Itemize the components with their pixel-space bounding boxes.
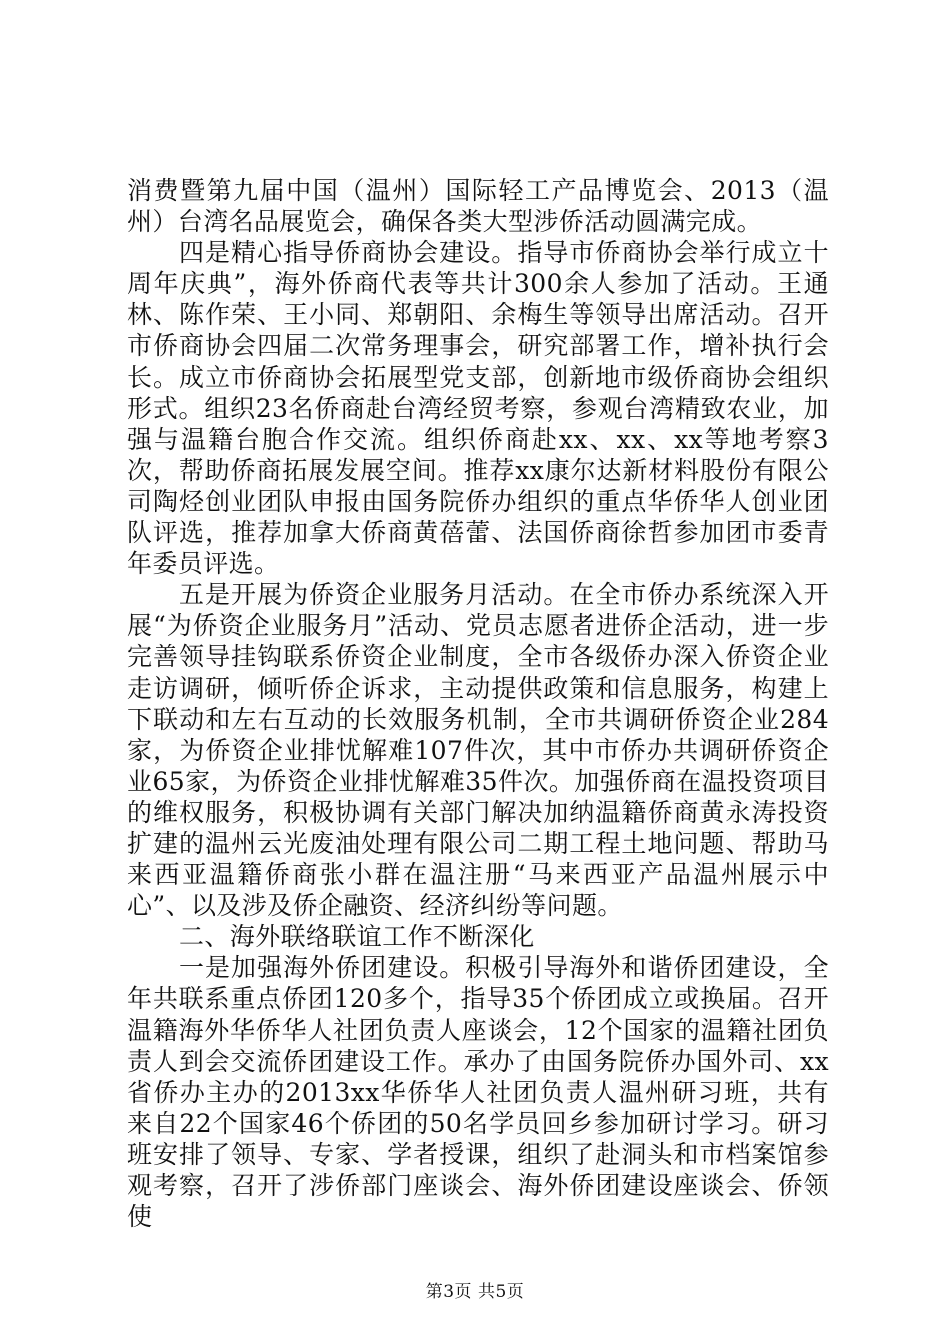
body-text: [127, 175, 829, 1232]
paragraph-overseas-chinese-business-association: 四是精心指导侨商协会建设。指导市侨商协会举行成立十周年庆典”，海外侨商代表等共计300余人参加了活动。王通林、陈作荣、王小同、郑朝阳、余梅生等领导出席活动。召开市侨商协会四届二次常务理事会，研究部署工作，增补执行会长。成立市侨商协会拓展型党支部，创新地市级侨商协会组织形式。组织23名侨商赴台湾经贸考察，参观台湾精致农业，加强与温籍台胞合作交流。组织侨商赴xx、xx、xx等地考察3次，帮助侨商拓展发展空间。推荐xx康尔达新材料股份有限公司陶烃创业团队申报由国务院侨办组织的重点华侨华人创业团队评选，推荐加拿大侨商黄蓓蕾、法国侨商徐哲参加团市委青年委员评选。: [127, 238, 829, 579]
paragraph-overseas-groups: 一是加强海外侨团建设。积极引导海外和谐侨团建设，全年共联系重点侨团120多个，指导35个侨团成立或换届。召开温籍海外华侨华人社团负责人座谈会，12个国家的温籍社团负责人到会交流侨团建设工作。承办了由国务院侨办国外司、xx省侨办主办的2013xx华侨华人社团负责人温州研习班，共有来自22个国家46个侨团的50名学员回乡参加研讨学习。研习班安排了领导、专家、学者授课，组织了赴洞头和市档案馆参观考察，召开了涉侨部门座谈会、海外侨团建设座谈会、侨领使: [127, 953, 829, 1232]
page-number: 第3页 共5页: [425, 1282, 525, 1302]
paragraph-continuation: 消费暨第九届中国（温州）国际轻工产品博览会、2013（温州）台湾名品展览会，确保各类大型涉侨活动圆满完成。: [127, 176, 829, 237]
paragraph-service-month: 五是开展为侨资企业服务月活动。在全市侨办系统深入开展“为侨资企业服务月”活动、党员志愿者进侨企活动，进一步完善领导挂钩联系侨资企业制度，全市各级侨办深入侨资企业走访调研，倾听侨企诉求，主动提供政策和信息服务，构建上下联动和左右互动的长效服务机制，全市共调研侨资企业284家，为侨资企业排忧解难107件次，其中市侨办共调研侨资企业65家，为侨资企业排忧解难35件次。加强侨商在温投资项目的维权服务，积极协调有关部门解决加纳温籍侨商黄永涛投资扩建的温州云光废油处理有限公司二期工程土地问题、帮助马来西亚温籍侨商张小群在温注册“马来西亚产品温州展示中心”、以及涉及侨企融资、经济纠纷等问题。: [127, 580, 829, 921]
section-heading: 二、海外联络联谊工作不断深化: [179, 922, 535, 952]
